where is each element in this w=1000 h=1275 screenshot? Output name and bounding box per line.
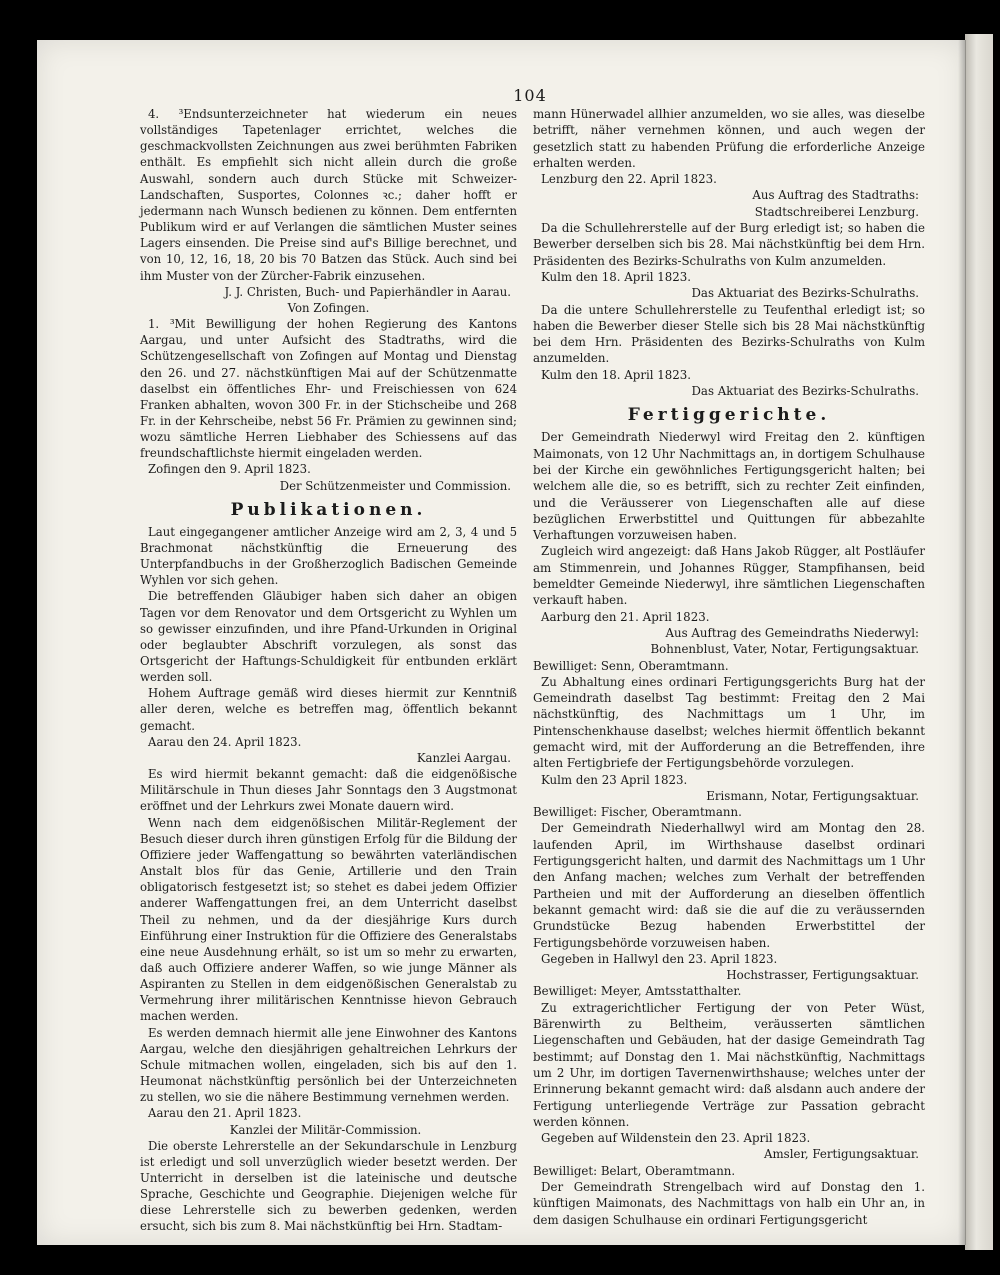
fg-2-date: Kulm den 23 April 1823. — [541, 772, 688, 787]
left-column — [140, 106, 517, 1235]
pub-2-date: Aarau den 21. April 1823. — [148, 1106, 302, 1121]
fertiggerichte-title: Fertiggerichte. — [627, 405, 831, 426]
zofingen-text: 1. ³Mit Bewilligung der hohen Regierung des Kantons Aargau, und unter Aufsicht des Stadtraths, wird die Schützengesellschaft von Zofingen auf Montag und Dienstag den 26. und 27. nächstkünftigen Mai auf der Schützenmatte daselbst ein öffentliches Ehr- und Freischiessen von 624 Franken abhalten, wovon 300 Fr. in der Stichscheibe und 268 Fr. in der Kehrscheibe, nebst 56 Fr. Prämien zu gewinnen sind; wozu sämtliche Herren Liebhaber des Schiessens auf das freundschaftlichste hiermit eingeladen werden. — [140, 317, 517, 461]
pub-4-text: Da die Schullehrerstelle auf der Burg erledigt ist; so haben die Bewerber derselben sich bis 28. Mai nächstkünftig bei dem Hrn. Präsidenten des Bezirks-Schulraths von Kulm anzumelden. — [533, 221, 925, 268]
pub-1-text-3: Hohem Auftrage gemäß wird dieses hiermit zur Kenntniß aller deren, welche es betreffen mag, öffentlich bekannt gemacht. — [140, 686, 517, 733]
right-column — [533, 106, 925, 1228]
fg-5-text: Der Gemeindrath Strengelbach wird auf Donstag den 1. künftigen Maimonats, des Nachmittags von halb ein Uhr an, in dem dasigen Schulhause ein ordinari Fertigungsgericht — [533, 1180, 925, 1227]
fg-2-approved: Bewilliget: Fischer, Oberamtmann. — [533, 805, 742, 820]
notice-4-signature: J. J. Christen, Buch- und Papierhändler in Aarau. — [224, 284, 511, 299]
pub-2-text-3: Es werden demnach hiermit alle jene Einwohner des Kantons Aargau, welche den diesjährigen gehaltreichen Lehrkurs der Schule mitmachen wollen, eingeladen, sich bis auf den 1. Heumonat nächstkünftig persönlich bei der Unterzeichneten zu stellen, wo sie die nähere Bestimmung vernehmen werden. — [140, 1025, 517, 1105]
fg-2-text: Zu Abhaltung eines ordinari Fertigungsgerichts Burg hat der Gemeindrath daselbst Tag bestimmt: Freitag den 2 Mai nächstkünftig, des Nachmittags um 1 Uhr, im Pintenschenkhause daselbst; welches hiermit öffentlich bekannt gemacht wird, mit der Aufforderung an die Betreffenden, ihre alten Fertigbriefe der Fertigungsbehörde vorzulegen. — [533, 674, 925, 771]
pub-3-text: Die oberste Lehrerstelle an der Sekundarschule in Lenzburg ist erledigt und soll unverzüglich wieder besetzt werden. Der Unterricht in derselben ist die lateinische und deutsche Sprache, Geschichte und Geographie. Diejenigen welche für diese Lehrerstelle sich zu bewerben gedenken, werden ersucht, sich bis zum 8. Mai nächstkünftig bei Hrn. Stadtam- — [140, 1138, 517, 1234]
publications-title: Publikationen. — [230, 499, 427, 520]
pub-1-date: Aarau den 24. April 1823. — [148, 734, 302, 749]
next-page-edge — [965, 34, 993, 1250]
pub-3-date: Lenzburg den 22. April 1823. — [541, 172, 717, 187]
fg-4-signature: Amsler, Fertigungsaktuar. — [763, 1147, 919, 1162]
fg-1-approved: Bewilliget: Senn, Oberamtmann. — [533, 658, 729, 673]
fg-1-text: Der Gemeindrath Niederwyl wird Freitag den 2. künftigen Maimonats, von 12 Uhr Nachmittags an, in dortigem Schulhause bei der Kirche ein gewöhnliches Fertigungsgericht halten; bei welchem alle die, so es betrifft, sich zu rechter Zeit einfinden, und die Veräusserer von Liegenschaften alle auf diese bezüglichen Erwerbstittel und Quittungen für abbezahlte Verhaftungen vorzuweisen haben. — [533, 430, 925, 543]
fg-3-text: Der Gemeindrath Niederhallwyl wird am Montag den 28. laufenden April, im Wirthshause daselbst ordinari Fertigungsgericht halten, und darmit des Nachmittags um 1 Uhr den Anfang machen; welches zum Verhalt der betreffenden Partheien und mit der Aufforderung an dieselben öffentlich bekannt gemacht wird: daß sie die auf die zu veräussernden Grundstücke Bezug habenden Erwerbstittel der Fertigungsbehörde vorzuweisen haben. — [533, 821, 925, 950]
fg-4-text: Zu extragerichtlicher Fertigung der von Peter Wüst, Bärenwirth zu Beltheim, veräusserten sämtlichen Liegenschaften und Gebäuden, hat der dasige Gemeindrath Tag bestimmt; auf Donstag den 1. Mai nächstkünftig, Nachmittags um 2 Uhr, im dortigen Tavernenwirthshause; welches unter der Erinnerung bekannt gemacht wird: daß alsdann auch andere der Fertigung unterliegende Verträge zur Passation gebracht werden können. — [533, 1000, 925, 1129]
notice-4-text: 4. ³Endsunterzeichneter hat wiederum ein neues vollständiges Tapetenlager errichtet, welches die geschmackvollsten Zeichnungen aus zwei berühmten Fabriken enthält. Es empfiehlt sich nicht allein durch die große Auswahl, sondern auch durch Stücke mit Schweizer-Landschaften, Susportes, Colonnes ꝛc.; daher hofft er jedermann nach Wunsch bedienen zu können. Dem entfernten Publikum wird er auf Verlangen die sämtlichen Muster seines Lagers einsenden. Die Preise sind auf's Billige berechnet, und von 10, 12, 16, 18, 20 bis 70 Batzen das Stück. Auch sind bei ihm Muster von der Zürcher-Fabrik einzusehen. — [140, 107, 517, 283]
fg-1-text-2: Zugleich wird angezeigt: daß Hans Jakob Rügger, alt Postläufer am Stimmenrein, und Johannes Rügger, Stampfihansen, beid bemeldter Gemeinde Niederwyl, ihre sämtlichen Liegenschaften verkauft haben. — [533, 544, 925, 608]
pub-3-signature-2: Stadtschreiberei Lenzburg. — [754, 204, 919, 219]
gutter-shadow — [958, 40, 966, 1245]
fg-1-date: Aarburg den 21. April 1823. — [541, 609, 710, 624]
fg-3-signature: Hochstrasser, Fertigungsaktuar. — [726, 968, 919, 983]
pub-1-text: Laut eingegangener amtlicher Anzeige wird am 2, 3, 4 und 5 Brachmonat nächstkünftig die Erneuerung des Unterpfandbuchs in der Großherzoglich Badischen Gemeinde Wyhlen vor sich gehen. — [140, 524, 517, 588]
pub-5-date: Kulm den 18. April 1823. — [541, 367, 692, 382]
fg-1-signature: Aus Auftrag des Gemeindraths Niederwyl: — [665, 625, 919, 640]
fg-1-signature-2: Bohnenblust, Vater, Notar, Fertigungsaktuar. — [650, 642, 919, 657]
pub-2-text-2: Wenn nach dem eidgenößischen Militär-Reglement der Besuch dieser durch ihren günstigen Erfolg für die Bildung der Offiziere jeder Waffengattung so bewährten vaterländischen Anstalt blos für das Genie, Artillerie und den Train obligatorisch festgesetzt ist; so stehet es dabei jedem Offizier anderer Waffengattungen frei, an dem Unterricht daselbst Theil zu nehmen, und da der diesjährige Kurs durch Einführung einer Instruktion für die Offiziere des Generalstabs eine neue Ausdehnung erhält, so ist um so mehr zu erwarten, daß auch Offiziere anderer Waffen, so wie junge Männer als Aspiranten zu Stellen in dem eidgenößischen Generalstab zu Vermehrung ihrer militärischen Kenntnisse hievon Gebrauch machen werden. — [140, 815, 517, 1024]
pub-1-text-2: Die betreffenden Gläubiger haben sich daher an obigen Tagen vor dem Renovator und dem Ortsgericht zu Wyhlen um so gewisser einzufinden, und ihre Pfand-Urkunden in Original oder beglaubter Abschrift vorzulegen, als sonst das Ortsgericht der Haftungs-Schuldigkeit für entbunden erklärt werden soll. — [140, 589, 517, 685]
fg-3-date: Gegeben in Hallwyl den 23. April 1823. — [541, 951, 778, 966]
pub-2-signature: Kanzlei der Militär-Commission. — [229, 1122, 422, 1137]
fg-4-date: Gegeben auf Wildenstein den 23. April 1823. — [541, 1131, 811, 1146]
pub-5-text: Da die untere Schullehrerstelle zu Teufenthal erledigt ist; so haben die Bewerber dieser Stelle sich bis 28 Mai nächstkünftig bei dem Hrn. Präsidenten des Bezirks-Schulraths von Kulm anzumelden. — [533, 302, 925, 366]
pub-4-date: Kulm den 18. April 1823. — [541, 269, 692, 284]
pub-3-signature: Aus Auftrag des Stadtraths: — [752, 188, 919, 203]
zofingen-heading: Von Zofingen. — [287, 300, 370, 315]
fg-3-approved: Bewilliget: Meyer, Amtsstatthalter. — [533, 984, 742, 999]
fg-2-signature: Erismann, Notar, Fertigungsaktuar. — [706, 788, 919, 803]
pub-5-signature: Das Aktuariat des Bezirks-Schulraths. — [691, 384, 919, 399]
pub-2-text: Es wird hiermit bekannt gemacht: daß die eidgenößische Militärschule in Thun dieses Jahr Sonntags den 3 Augstmonat eröffnet und der Lehrkurs zwei Monate dauern wird. — [140, 767, 517, 814]
pub-4-signature: Das Aktuariat des Bezirks-Schulraths. — [691, 286, 919, 301]
zofingen-date: Zofingen den 9. April 1823. — [148, 462, 311, 477]
pub-3-continued-text: mann Hünerwadel allhier anzumelden, wo sie alles, was dieselbe betrifft, näher vernehmen können, und auch wegen der gesetzlich statt zu habenden Prüfung die erforderliche Anzeige erhalten werden. — [533, 107, 925, 170]
fg-4-approved: Bewilliget: Belart, Oberamtmann. — [533, 1163, 736, 1178]
page-number: 104 — [513, 86, 547, 105]
zofingen-signature: Der Schützenmeister und Commission. — [279, 478, 511, 493]
pub-1-signature: Kanzlei Aargau. — [416, 750, 511, 765]
